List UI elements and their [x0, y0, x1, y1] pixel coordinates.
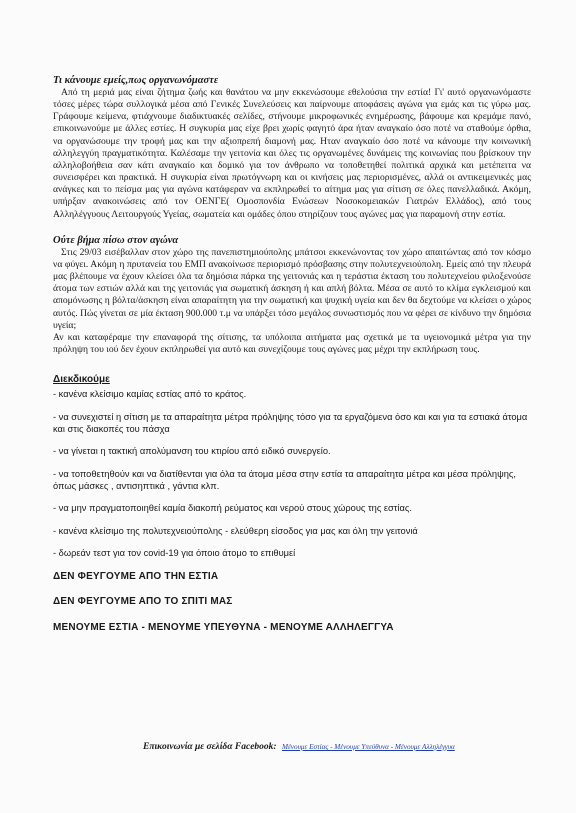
document-body	[53, 74, 531, 646]
section-heading-organization: Τι κάνουμε εμείς,πως οργανωνόμαστε	[53, 75, 219, 86]
claims-section	[53, 373, 531, 559]
slogan: ΜΕΝΟΥΜΕ ΕΣΤΙΑ - ΜΕΝΟΥΜΕ ΥΠΕΥΘΥΝΑ - ΜΕΝΟΥΜΕ ΑΛΛΗΛΕΓΓΥΑ	[53, 621, 394, 633]
section-heading-struggle: Ούτε βήμα πίσω στον αγώνα	[53, 234, 179, 246]
claim-item: - να συνεχιστεί η σίτιση με τα απαραίτητα μέτρα πρόληψης τόσο για τα εργαζόμενα όσο και και για τα εστιακά άτομα και στις διακοπές του πάσχα	[53, 411, 528, 434]
slogan: ΔΕΝ ΦΕΥΓΟΥΜΕ ΑΠΟ ΤΗΝ ΕΣΤΙΑ	[53, 570, 219, 582]
claim-item: - να γίνεται η τακτική απολύμανση του κτιρίου από ειδικό συνεργείο.	[53, 446, 331, 457]
section-body-organization-text: Από τη μεριά μας είναι ζήτημα ζωής και θανάτου να μην εκκενώσουμε εθελούσια την εστία! Γι' αυτό οργανωνόμαστε τόσες μέρες τώρα συλλογικά μέσα από Γενικές Συνελεύσεις και παίρνουμε αποφάσεις αγώνα για εμάς και τις γύρω μας. Γράφουμε κείμενα, φτιάχνουμε διαδικτυακές σελίδες, στήνουμε μικροφωνικές ενημέρωσης, βάφουμε και κρεμάμε πανό, επικοινωνούμε με άλλες εστίες. Η συγκυρία μας είχε βρει χωρίς φαγητό άρα ήταν αναγκαίο όσο ποτέ να σταθούμε όρθια, να οργανώσουμε την τροφή μας και την αξιοπρεπή διαμονή μας. Ηταν αναγκαίο όσο ποτέ να κάνουμε την κοινωνική αλληλεγγύη πραγματικότητα. Καλέσαμε την γειτονία και όλες τις οργανωμένες δυνάμεις της κοινωνίας που βρίσκουν την αλληλοβοήθεια σαν κάτι αναγκαίο και δομικό για τον άνθρωπο να τοποθετηθεί πολιτικά αρχικά και μετέπειτα να συνεισφέρει και πρακτικά. Η συγκυρία είναι πρωτόγνωρη και οι κινήσεις μας περιορισμένες, αλλά οι αντικειμενικές μας ανάγκες και το πείσμα μας για αγώνα κατάφεραν να εκπληρωθεί το αίτημα μας για σίτιση σε όλες πανελλαδικά. Ακόμη, υπήρξαν ανακοινώσεις από τον ΟΕΝΓΕ( Ομοσπονδία Ενώσεων Νοσοκομειακών Γιατρών Ελλάδος), από τους Αλληλέγγυους Λειτουργούς Υγείας, σωματεία και ομάδες όπου στηρίζουν τους αγώνες μας για παραμονή στην εστία.	[53, 87, 531, 220]
section-body-struggle	[53, 247, 531, 332]
claim-item: - κανένα κλείσιμο της πολυτεχνειούπολης - ελεύθερη είσοδος για μας και όλη την γειτονιά	[53, 525, 418, 536]
slogan: ΔΕΝ ΦΕΥΓΟΥΜΕ ΑΠΟ ΤΟ ΣΠΙΤΙ ΜΑΣ	[53, 596, 233, 608]
claim-item: - να μην πραγματοποιηθεί καμία διακοπή ρεύματος και νερού στους χώρους της εστίας.	[53, 503, 412, 514]
footer-contact	[143, 742, 563, 752]
claim-item: - κανένα κλείσιμο καμίας εστίας από το κράτος.	[53, 389, 247, 400]
claim-item: - δωρεάν τεστ για τον covid-19 για όποιο άτομο το επιθυμεί	[53, 548, 296, 559]
slogans	[53, 570, 531, 634]
claims-title: Διεκδικούμε	[53, 374, 110, 386]
section-body-organization	[53, 87, 531, 221]
footer-label: Επικοινωνία με σελίδα Facebook:	[143, 742, 277, 752]
section-body-struggle-continued: Αν και καταφέραμε την επαναφορά της σίτισης, τα υπόλοιπα αιτήματα μας σχετικά με τα υγειονομικά μέτρα για την πρόληψη του ιού δεν έχουν εκπληρωθεί για αυτό και συνεχίζουμε τους αγώνες μας μέχρι την εκπλήρωση τους.	[53, 331, 531, 355]
section-body-struggle-text: Στις 29/03 εισέβαλλαν στον χώρο της πανεπιστημιούπολης μπάτσοι εκκενώνοντας τον χώρο απαιτώντας από τον κόσμο να φύγει. Ακόμη η πρυτανεία του ΕΜΠ ανακοίνωσε περιορισμό πρόσβασης στην πολυτεχνειούπολη. Εμείς από την πλευρά μας βλέπουμε να έχουν κλείσει όλα τα δημόσια πάρκα της γειτονιάς και η τεράστια έκταση του πολυτεχνείου φιλοξενούσε άτομα των εστιών αλλά και της γειτονιάς για σωματική άσκηση ή και απλή βόλτα. Μέσα σε αυτό το κλίμα εγκλεισμού και απομόνωσης η βόλτα/άσκηση είναι απαραίτητη για την σωματική και ψυχική υγεία και δεν θα δεχτούμε να κλείσει ο χώρος αυτός. Πώς γίνεται σε μία έκταση 900.000 τ.μ να υπάρξει τόσο μεγάλος συνωστισμός που να φέρει σε κίνδυνο την δημόσια υγεία;	[53, 246, 531, 331]
facebook-page-link[interactable]: Μένουμε Εστίας - Μένουμε Υπεύθυνα - Μένουμε Αλληλέγγυα	[281, 743, 455, 751]
claim-item: - να τοποθετηθούν και να διατίθενται για όλα τα άτομα μέσα στην εστία τα απαραίτητα μέτρα και μέσα πρόληψης, όπως μάσκες , αντισηπτικά , γάντια κλπ.	[53, 468, 516, 491]
